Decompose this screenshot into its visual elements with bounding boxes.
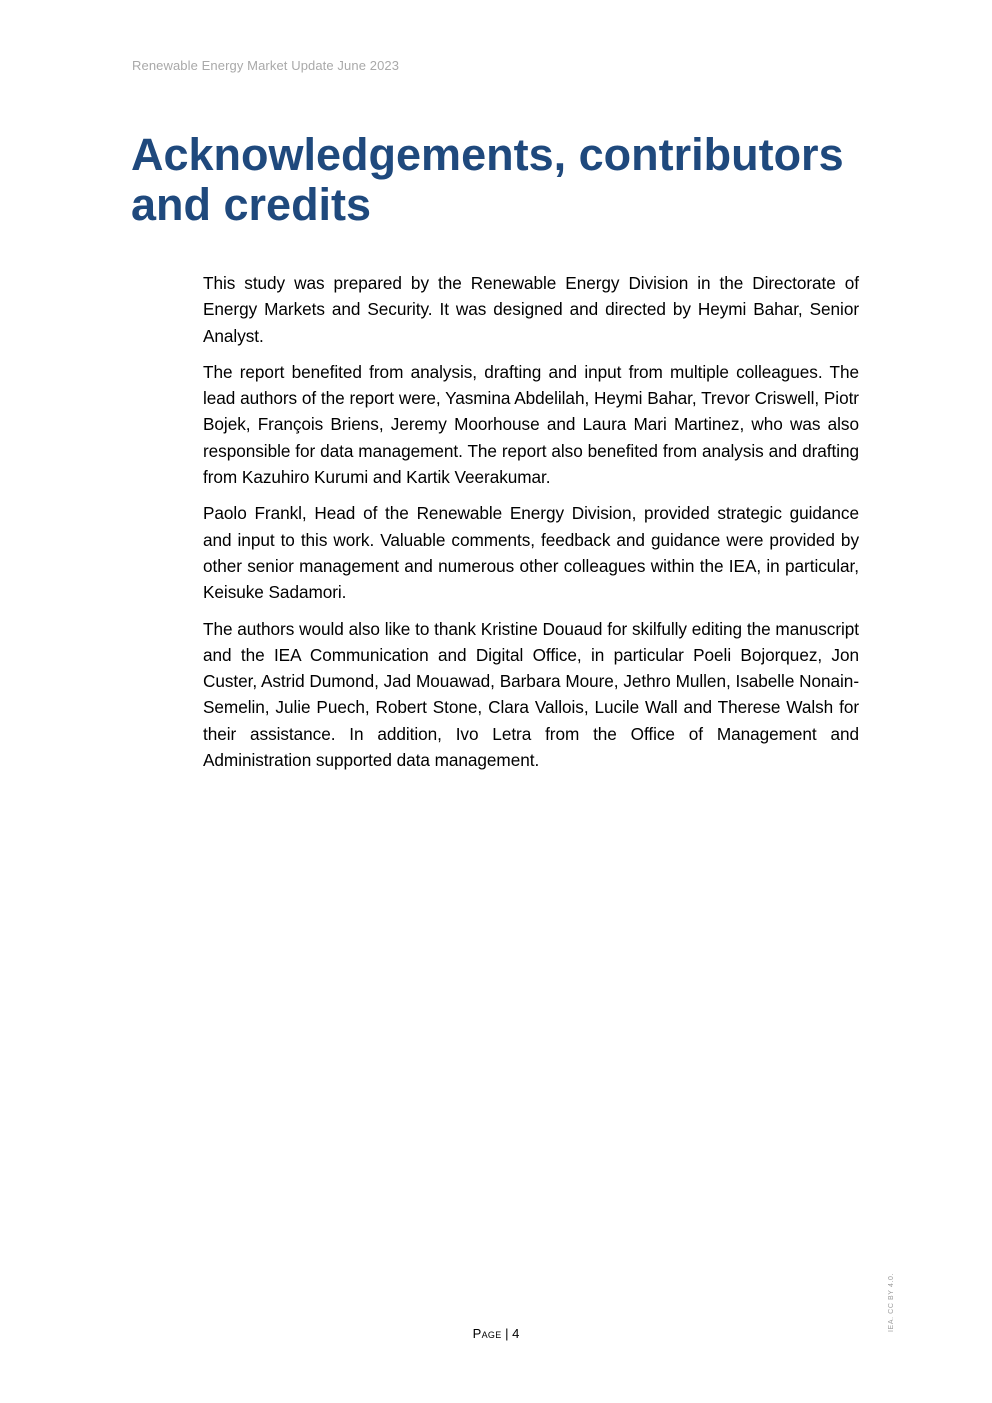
page-number: 4 [512,1326,520,1341]
page-separator: | [501,1326,513,1341]
paragraph-guidance: Paolo Frankl, Head of the Renewable Energy Division, provided strategic guidance and input to this work. Valuable comments, feedback and guidance were provided by other senior management and numerous other colleagues within the IEA, in particular, Keisuke Sadamori. [203,503,859,603]
body-text [203,270,859,783]
paragraph-study-preparation: This study was prepared by the Renewable Energy Division in the Directorate of Energy Markets and Security. It was designed and directed by Heymi Bahar, Senior Analyst. [203,273,859,346]
page-title: Acknowledgements, contributors and credits [131,129,844,230]
license-note: IEA. CC BY 4.0. [888,1272,895,1332]
page-label: Page [472,1326,502,1341]
paragraph-lead-authors: The report benefited from analysis, drafting and input from multiple colleagues. The lead authors of the report were, Yasmina Abdelilah, Heymi Bahar, Trevor Criswell, Piotr Bojek, François Briens, Jeremy Moorhouse and Laura Mari Martinez, who was also responsible for data management. The report also benefited from analysis and drafting from Kazuhiro Kurumi and Kartik Veerakumar. [203,361,859,488]
page-footer [0,1326,992,1341]
running-header: Renewable Energy Market Update June 2023 [132,58,400,73]
paragraph-thanks: The authors would also like to thank Kristine Douaud for skilfully editing the manuscript and the IEA Communication and Digital Office, in particular Poeli Bojorquez, Jon Custer, Astrid Dumond, Jad Mouawad, Barbara Moure, Jethro Mullen, Isabelle Nonain-Semelin, Julie Puech, Robert Stone, Clara Vallois, Lucile Wall and Therese Walsh for their assistance. In addition, Ivo Letra from the Office of Management and Administration supported data management. [203,618,859,771]
